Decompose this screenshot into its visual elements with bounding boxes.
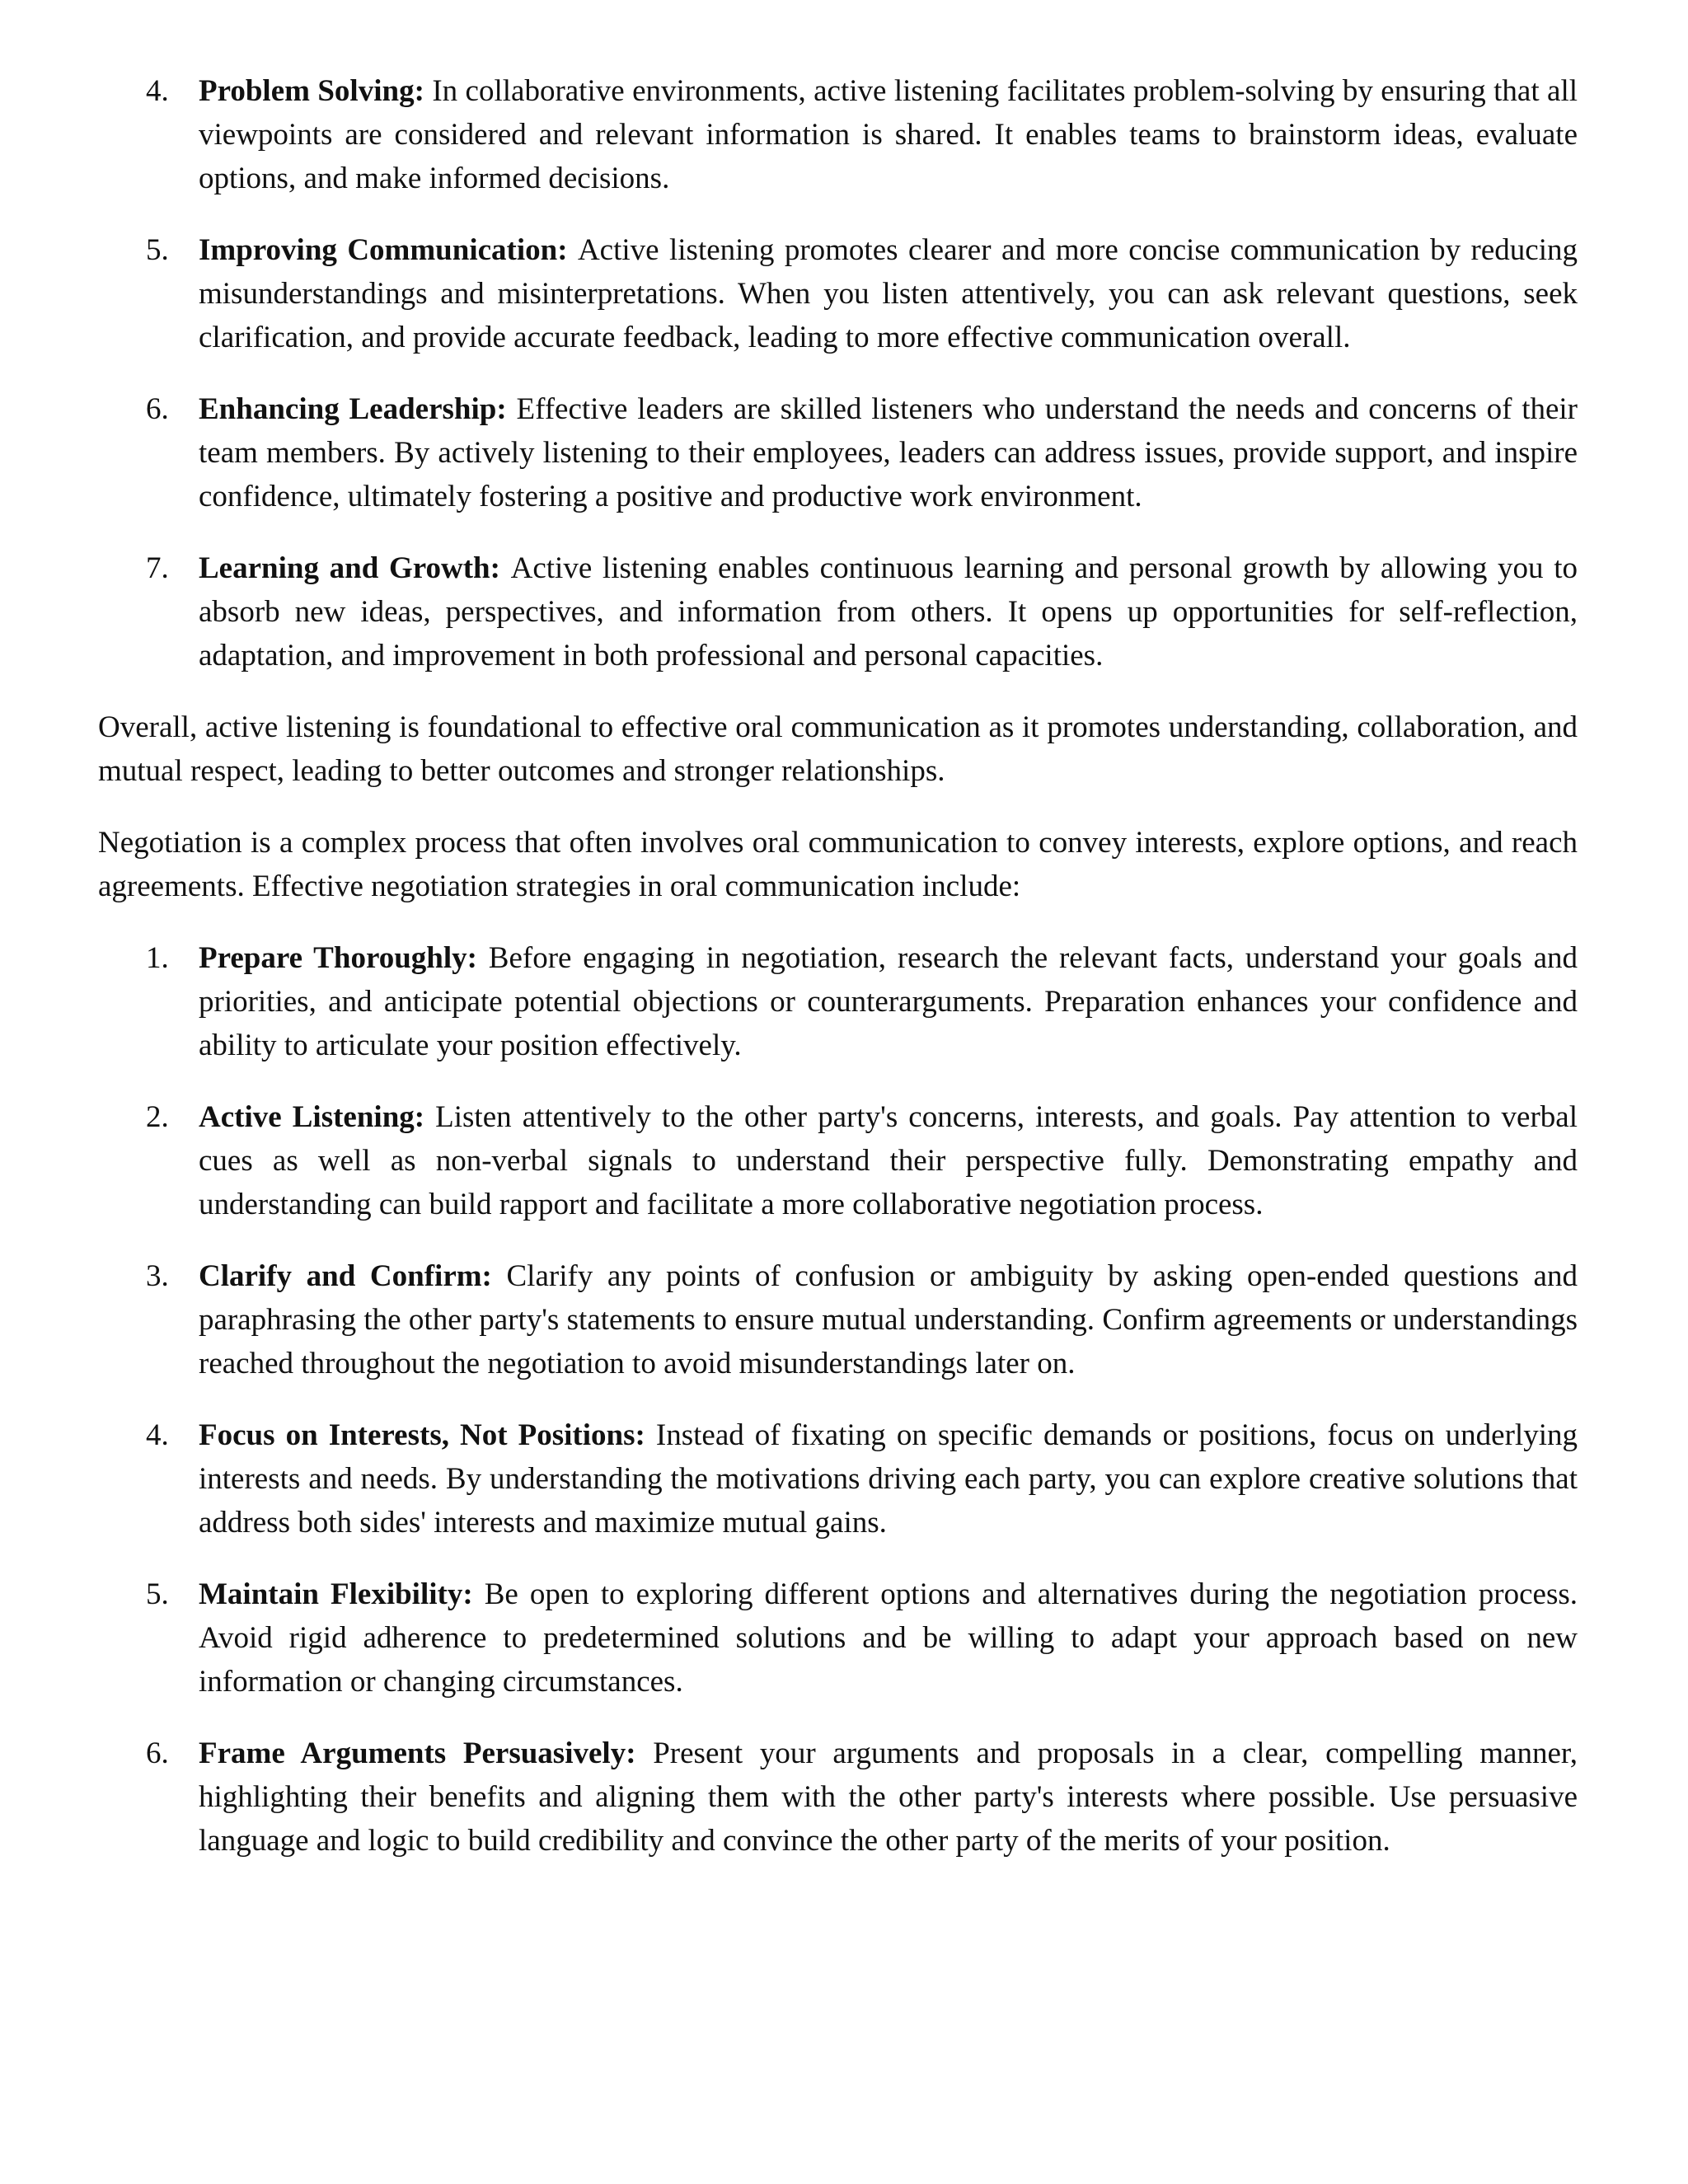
list-item [98, 1413, 1578, 1544]
list-item-title: Enhancing Leadership: [199, 392, 517, 426]
overall-paragraph: Overall, active listening is foundational to effective oral communication as it promotes understanding, collaboration, and mutual respect, leading to better outcomes and stronger relationships. [98, 710, 1578, 788]
list-item-title: Active Listening: [199, 1100, 436, 1134]
list-item-text: Before engaging in negotiation, research the relevant facts, understand your goals and priorities, and anticipate potential objections or counterarguments. Preparation enhances your confidence and ability to articulate your position effectively. [199, 941, 1578, 1062]
list-item-number: 3. [146, 1259, 169, 1293]
negotiation-intro-paragraph: Negotiation is a complex process that often involves oral communication to convey interests, explore options, and reach agreements. Effective negotiation strategies in oral communication include: [98, 826, 1578, 903]
list-item-title: Clarify and Confirm: [199, 1259, 507, 1293]
document-page [98, 69, 1578, 1891]
list-item-text: Instead of fixating on specific demands or positions, focus on underlying interests and needs. By understanding the motivations driving each party, you can explore creative solutions that address both sides' interests and maximize mutual gains. [199, 1418, 1578, 1540]
list-item [98, 936, 1578, 1067]
list-item-number: 2. [146, 1100, 169, 1134]
list-item-title: Problem Solving: [199, 74, 433, 108]
list-item-title: Focus on Interests, Not Positions: [199, 1418, 656, 1452]
list-item-text: Present your arguments and proposals in a clear, compelling manner, highlighting their benefits and aligning them with the other party's interests where possible. Use persuasive language and logic to build credibility and convince the other party of the merits of your position. [199, 1736, 1578, 1858]
active-listening-benefits-list [98, 69, 1578, 677]
list-item [98, 1095, 1578, 1226]
list-item-title: Frame Arguments Persuasively: [199, 1736, 654, 1770]
list-item-text: Be open to exploring different options and alternatives during the negotiation process. Avoid rigid adherence to predetermined solutions and be willing to adapt your approach based on new information or changing circumstances. [199, 1577, 1578, 1699]
list-item-title: Learning and Growth: [199, 551, 511, 585]
list-item-number: 1. [146, 941, 169, 975]
list-item [98, 1732, 1578, 1863]
list-item-title: Improving Communication: [199, 233, 578, 267]
list-item-number: 5. [146, 233, 169, 267]
list-item-number: 5. [146, 1577, 169, 1611]
list-item-number: 4. [146, 1418, 169, 1452]
list-item-number: 6. [146, 392, 169, 426]
list-item-text: Active listening promotes clearer and more concise communication by reducing misunderstandings and misinterpretations. When you listen attentively, you can ask relevant questions, seek clarification, and provide accurate feedback, leading to more effective communication overall. [199, 233, 1578, 354]
list-item [98, 228, 1578, 359]
list-item [98, 546, 1578, 677]
list-item [98, 1254, 1578, 1385]
list-item-text: Listen attentively to the other party's concerns, interests, and goals. Pay attention to verbal cues as well as non-verbal signals to understand their perspective fully. Demonstrating empathy and understanding can build rapport and facilitate a more collaborative negotiation process. [199, 1100, 1578, 1221]
list-item-text: Effective leaders are skilled listeners who understand the needs and concerns of their team members. By actively listening to their employees, leaders can address issues, provide support, and inspire confidence, ultimately fostering a positive and productive work environment. [199, 392, 1578, 513]
list-item-number: 4. [146, 74, 169, 108]
list-item-number: 6. [146, 1736, 169, 1770]
list-item-title: Prepare Thoroughly: [199, 941, 489, 975]
list-item-number: 7. [146, 551, 169, 585]
list-item [98, 1572, 1578, 1704]
list-item-text: In collaborative environments, active listening facilitates problem-solving by ensuring that all viewpoints are considered and relevant information is shared. It enables teams to brainstorm ideas, evaluate options, and make informed decisions. [199, 74, 1578, 195]
list-item-text: Active listening enables continuous learning and personal growth by allowing you to absorb new ideas, perspectives, and information from others. It opens up opportunities for self-reflection, adaptation, and improvement in both professional and personal capacities. [199, 551, 1578, 673]
list-item [98, 387, 1578, 518]
list-item [98, 69, 1578, 200]
list-item-text: Clarify any points of confusion or ambiguity by asking open-ended questions and paraphrasing the other party's statements to ensure mutual understanding. Confirm agreements or understandings reached throughout the negotiation to avoid misunderstandings later on. [199, 1259, 1578, 1380]
negotiation-strategies-list [98, 936, 1578, 1863]
list-item-title: Maintain Flexibility: [199, 1577, 485, 1611]
